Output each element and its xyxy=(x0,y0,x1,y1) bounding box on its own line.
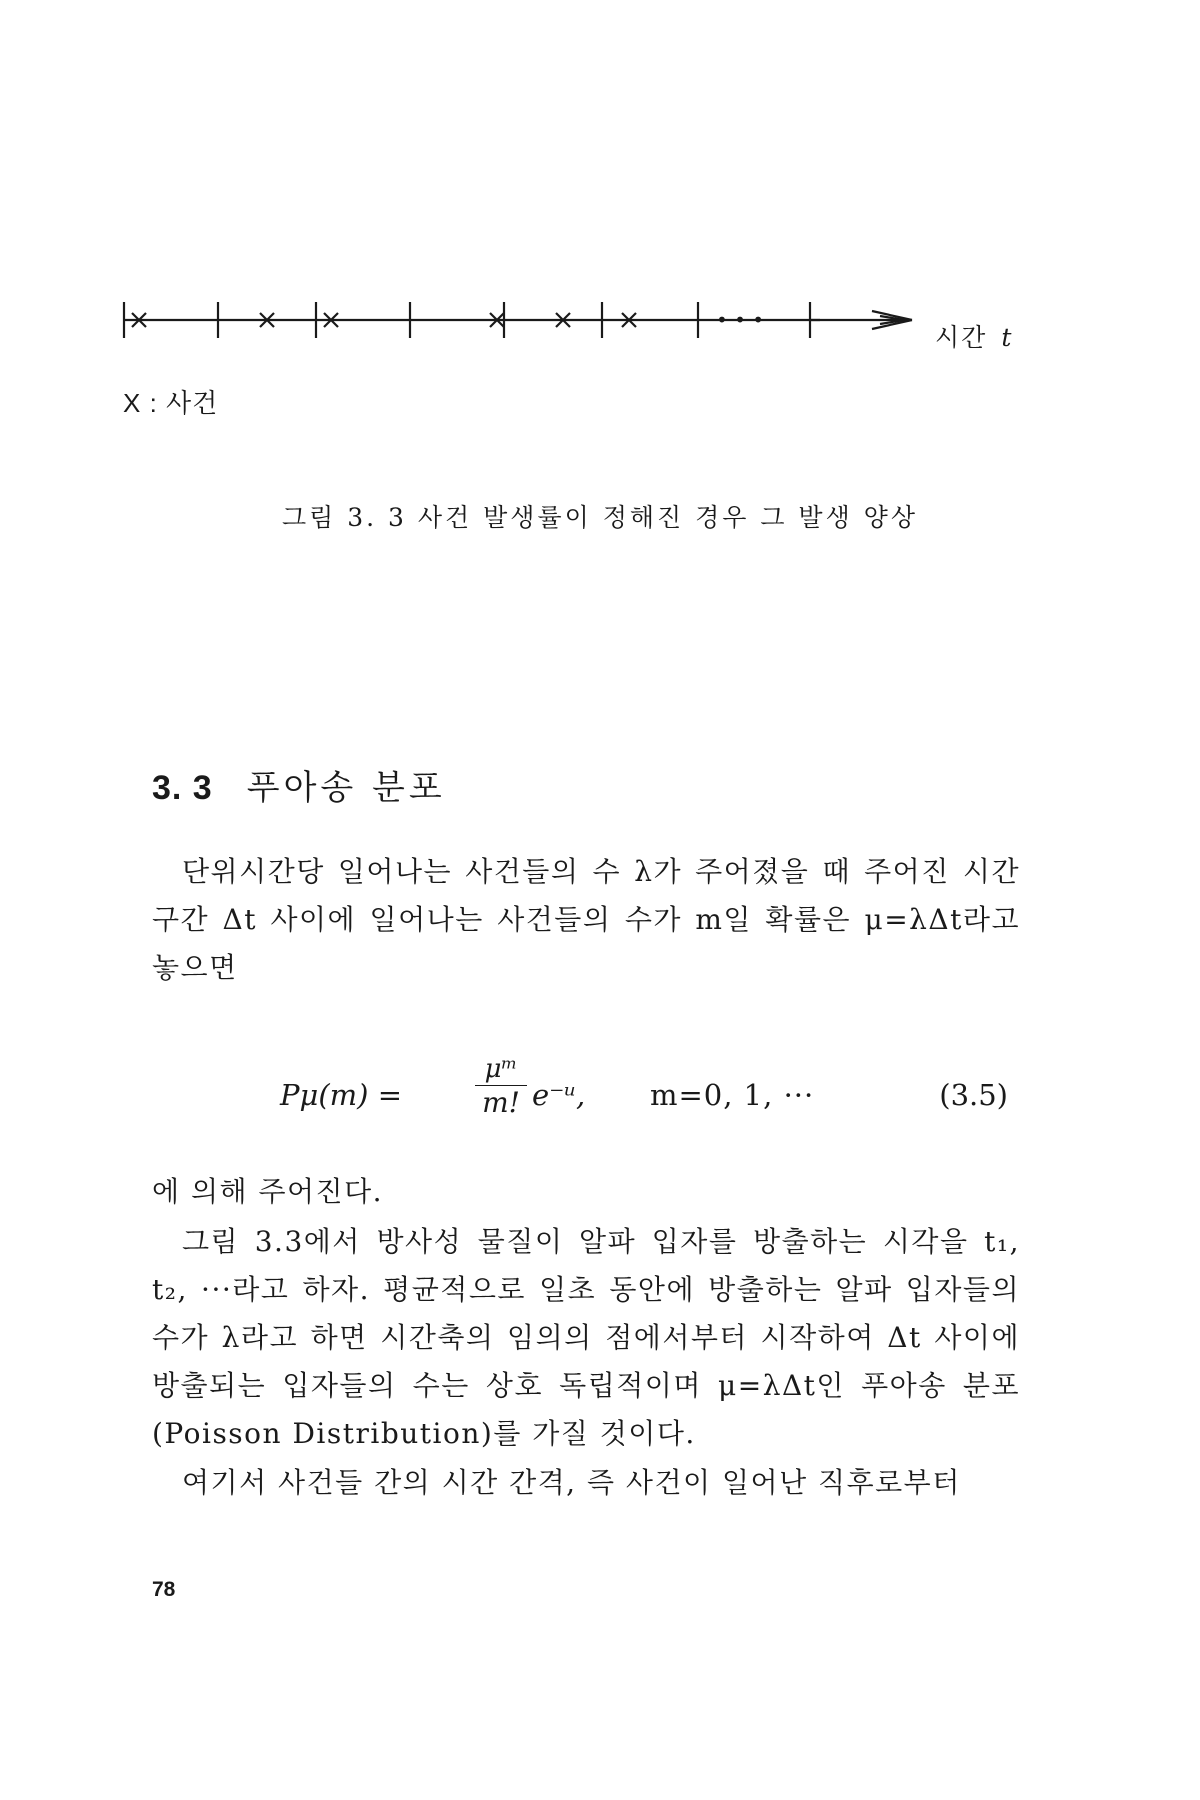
page-number: 78 xyxy=(152,1578,176,1601)
poisson-equation xyxy=(280,1040,1020,1150)
timeline-axis-label xyxy=(935,318,1013,354)
axis-variable: t xyxy=(1001,323,1014,352)
timeline-ellipsis: • • • xyxy=(716,308,765,332)
equation-fraction xyxy=(475,1054,527,1119)
equation-number: (3.5) xyxy=(939,1078,1008,1112)
equation-numerator: μᵐ xyxy=(484,1054,518,1084)
equation-condition: m=0, 1, ··· xyxy=(650,1078,815,1112)
section-title: 푸아송 분포 xyxy=(246,768,446,808)
paragraph-after-equation: 에 의해 주어진다. xyxy=(152,1175,384,1208)
paragraph-intro: 단위시간당 일어나는 사건들의 수 λ가 주어졌을 때 주어진 시간 구간 Δt 사이에 일어나는 사건들의 수가 m일 확률은 μ=λΔt라고 놓으면 xyxy=(152,855,1020,984)
paragraph-alpha-particles: 그림 3.3에서 방사성 물질이 알파 입자를 방출하는 시각을 t₁, t₂, ···라고 하자. 평균적으로 일초 동안에 방출하는 알파 입자들의 수가 λ라고 하면 시간축의 임의의 점에서부터 시작하여 Δt 사이에 방출되는 입자들의 수는 상호 독립적이며 μ=λΔt인 푸아송 분포(Poisson Distribution)를 가질 것이다. xyxy=(152,1225,1020,1450)
paragraph-time-interval: 여기서 사건들 간의 시간 간격, 즉 사건이 일어난 직후로부터 xyxy=(182,1466,961,1499)
equation-exponential: e⁻ᵘ, xyxy=(532,1078,586,1112)
event-timeline-diagram xyxy=(120,290,1020,350)
figure-legend: X : 사건 xyxy=(123,388,219,418)
arrow-right-icon xyxy=(810,311,912,329)
figure-caption: 그림 3. 3 사건 발생률이 정해진 경우 그 발생 양상 xyxy=(282,503,918,532)
axis-label-text: 시간 xyxy=(935,323,988,352)
section-heading xyxy=(152,760,446,809)
equation-denominator: m! xyxy=(482,1086,520,1119)
equation-lhs: Pμ(m) = xyxy=(280,1078,403,1112)
section-number: 3. 3 xyxy=(152,769,213,807)
